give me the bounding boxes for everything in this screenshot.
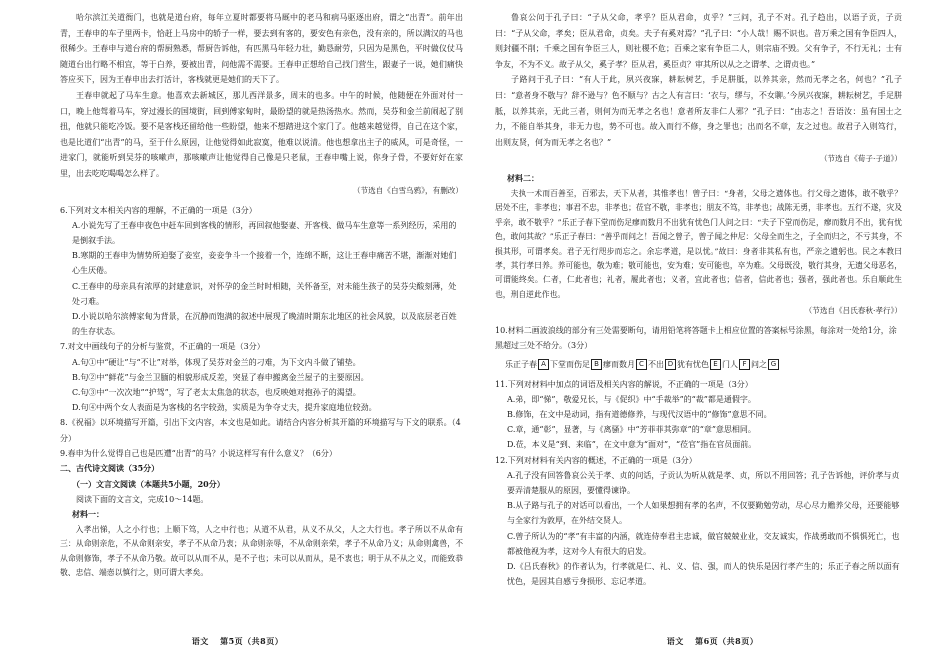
segment: 瘳而数月	[603, 359, 635, 369]
option-c: C.曾子所认为的“孝”有丰富的内涵，就连侍奉君主忠诚，做官兢兢业业，交友诚实，作战勇敢而不惧惧死亡，也都被他视为孝，这对今人有很大的启发。	[507, 531, 900, 556]
page-right	[475, 0, 950, 655]
break-box-e[interactable]: E	[710, 359, 721, 370]
option-c: C.句③中“一次次地”“护驾”，写了老太太焦急的状态，也反映她对抱孙子的渴望。	[72, 387, 361, 397]
option-c: C.章，通“彰”，显著，与《离骚》中“芳菲菲其弥章”的“章”意思相同。	[507, 425, 756, 435]
question-7	[60, 339, 463, 415]
option-a: A.弟，即“悌”，敬爱兄长，与《促织》中“手裁举”的“裁”都是通假字。	[507, 394, 756, 404]
footer-subject: 语文	[191, 636, 209, 646]
question-8: 8.《祝福》以环境描写开篇，引出下文内容，本文也是如此。请结合内容分析其开篇的环境描写与下文的联系。（4分）	[60, 418, 461, 443]
subsection-title: （一）文言文阅读（本题共5小题，20分）	[72, 478, 225, 489]
segment: 问之	[751, 359, 767, 369]
page-footer	[0, 636, 475, 647]
material-2-source: （节选自《吕氏春秋·孝行》）	[804, 306, 902, 316]
material-1-paragraph: 鲁哀公问于孔子曰：“子从父命，孝乎？臣从君命，贞乎？”三问，孔子不对。孔子趋出，以语子贡，子贡曰：“子从父命，孝矣；臣从君命，贞矣。夫子有奚对焉？”孔子曰：“小人哉！赐不识也。昔万乘之国有争臣四人，则封疆不削；千乘之国有争臣三人，则社稷不危；百乘之家有争臣二人，则宗庙不毁。父有争子，不行无礼；士有争友，不为不义。故子从父，奚子孝？臣从君，奚臣贞？审其所以从之之谓孝、之谓贞也。”	[495, 13, 902, 69]
passage-paragraph: 哈尔滨江关道衙门，也就是道台府，每年立夏时都要将马厩中的老马和病马驱逐出府，谓之“出青”。前年出青，王春申的车子里两卡，恰赶上马房中的轿子一样，要去到有客的，要安色有亲色，没有亲的，所以满汉的马也很稀少。王春申与道台府的帮厨熟悉，帮厨告诉他，有匹黑马年轻力壮，勤恳耐劳，只因为是黑色，平时做仪仗马随道台出行略不相宜，等于白养，要被出青，问他需不需要。王春申正想给自己找门营生，跟妻子一说，她们痛快答应买下，因为王春申出去打活计，客栈就更是她们的天下了。	[60, 13, 463, 85]
question-stem: 11.下列对材料中加点的词语及相关内容的解说，不正确的一项是（3分）	[495, 379, 753, 389]
material-1-source: （节选自《荀子·子道》）	[819, 154, 902, 164]
break-box-c[interactable]: C	[636, 359, 647, 370]
break-box-f[interactable]: F	[739, 359, 750, 370]
material-1-label: 材料一：	[72, 509, 104, 520]
option-b: B.修饰，在文中是动词，指有道德修养，与现代汉语中的“修饰”意思不同。	[507, 410, 772, 419]
question-9: 9.春申为什么觉得自己也是匹遭“出青”的马？小说这样写有什么意义？（6分）	[60, 448, 337, 458]
question-stem: 7.对文中画线句子的分析与鉴赏，不正确的一项是（3分）	[60, 342, 265, 352]
passage-source: （节选自《白雪乌鸦》，有删改）	[352, 185, 463, 195]
question-12	[495, 453, 902, 590]
story-passage	[60, 10, 463, 198]
option-d: D.莅，本义是“到、来临”，在文中意为“面对”，“莅官”指在官员面前。	[507, 440, 757, 450]
segment: 乐正子春	[505, 359, 537, 369]
passage-paragraph: 王春申就起了马车生意。他喜欢去新城区，那儿西洋景多，周末的也多。中午的时候，他随便在外面对付一口，晚上他驾着马车，穿过漫长的国境街，回到傅家甸时，最盼望的就是热汤热水。然而，吴芬和金兰前闹起了别扭，他就只能吃冷饭。要不是客栈还留给他一些盼望，他来不想踏进这个家门了。他越来越觉得，自己在这个家，也是比道们“出青”的马，至于什么原因，让他觉得如此寂寞，他难以说清。他也想拿出主子的威风，可是奇怪，一进家门，就能听到吴芬的咳嗽声，那咳嗽声让他觉得自己像是只老鼠，王春申嘴上说，你身子骨，不要好好在家里，出去吃吃喝喝怎么样了。	[60, 90, 463, 178]
question-stem: 6.下列对文本相关内容的理解，不正确的一项是（3分）	[60, 205, 257, 215]
option-b: B.寒期的王春申为情势所迫娶了妾室，妾妾争斗一个接着一个，连绵不断，这让王春申痛苦不堪，渐渐对她们心生厌倦。	[72, 251, 457, 276]
reading-instruction: 阅读下面的文言文，完成10～14题。	[76, 495, 209, 505]
segment: 门人	[722, 359, 738, 369]
material-1-text: 入孝出悌，人之小行也；上顺下笃，人之中行也；从道不从君，从义不从父，人之大行也。孝子所以不从命有三：从命则亲危，不从命则亲安，孝子不从命乃衷；从命则亲辱，不从命则亲荣，孝子不从命乃义；从命则禽兽，不从命则修饰，孝子不从命乃敬。故可以从而不从，是不子也；未可以从而从，是不衷也；明于从不从之义，而能致恭敬、忠信、端悫以慎行之，则可谓大孝矣。	[60, 524, 463, 578]
question-stem: 12.下列对材料有关内容的概述，不正确的一项是（3分）	[495, 455, 697, 465]
option-d: D.《吕氏春秋》的作者认为，行孝就是仁、礼、义、信、强，而人的快乐是因行孝产生的；乐正子春之所以面有忧色，是因其自感亏身损形、忘记孝道。	[507, 562, 900, 587]
footer-page-number: 第5页（共8页）	[220, 636, 284, 646]
material-2-text: 夫执一术而百善至，百邪去，天下从者，其惟孝也！曾子曰：“身者，父母之遗体也。行父母之遗体，敢不敬乎？居处不庄，非孝也；事君不忠，非孝也；莅官不敬，非孝也；朋友不笃，非孝也；战陈无勇，非孝也。五行不遂，灾及乎亲，敢不敬乎？”乐正子春下堂而伤足瘳而数月不出犹有忧色门人问之曰：“夫子下堂而伤足，瘳而数月不出，犹有忧色，敢问其故？”乐正子春曰：“善乎而问之！吾闻之曾子，曾子闻之仲尼：父母全而生之，子全而归之，不亏其身，不损其形，可谓孝矣。君子无行咫步而忘之。余忘孝道，是以忧。”故曰：身者非其私有也，严亲之遗躬也。民之本教曰孝，其行孝曰养。养可能也，敬为难；敬可能也，安为难；安可能也，卒为难。父母既没，敬行其身，无遗父母恶名，可谓能终矣。仁者，仁此者也；礼者，履此者也；义者，宜此者也；信者，信此者也；强者，强此者也。乐自顺此生也，刑自逆此作也。	[495, 188, 902, 299]
section-title: 二、古代诗文阅读（35分）	[60, 462, 160, 473]
option-d: D.句④中两个女人表面是为客栈的名字较劲，实质是为争夺丈夫，提升家庭地位较劲。	[72, 403, 377, 413]
break-box-a[interactable]: A	[538, 359, 549, 370]
segment: 下堂而伤足	[550, 359, 590, 369]
option-a: A.句①中“硬让”与“不让”对举，体现了吴芬对金兰的刁难，为下文内斗做了铺垫。	[72, 357, 361, 367]
option-a: A.孔子没有回答鲁哀公关于孝、贞的问话，子贡认为听从就是孝、贞，所以不用回答；孔子告诉他，评价孝与贞要弄清楚服从的原因，要懂得谏诤。	[507, 470, 900, 496]
break-box-b[interactable]: B	[591, 359, 602, 370]
footer-page-number: 第6页（共8页）	[695, 636, 759, 646]
break-box-d[interactable]: D	[665, 359, 676, 370]
segment: 不出	[648, 359, 664, 369]
question-stem: 10.材料二画波浪线的部分有三处需要断句，请用铅笔将答题卡上相应位置的答案标号涂黑，每涂对一处给1分，涂黑超过三处不给分。（3分）	[495, 326, 897, 351]
question-11	[495, 377, 902, 453]
question-6	[60, 203, 463, 340]
material-2-label: 材料二：	[507, 173, 539, 184]
segment: 犹有忧色	[677, 359, 709, 369]
option-d: D.小说以哈尔滨傅家甸为背景，在沉静而饱满的叙述中展现了晚清时期东北地区的社会风貌，以及底层老百姓的生存状态。	[72, 311, 457, 337]
footer-subject: 语文	[666, 636, 684, 646]
option-b: B.从子路与孔子的对话可以看出，一个人如果想拥有孝的名声，不仅要勤勉劳动，尽心尽力赡养父母，还要能够与全家行为敦厚，在外结交贤人。	[507, 501, 900, 526]
question-10	[495, 323, 902, 372]
break-box-g[interactable]: G	[768, 359, 779, 370]
material-1-paragraph: 子路问于孔子曰：“有人于此，夙兴夜寐，耕耘树艺，手足胼胝，以养其亲，然而无孝之名，何也？”孔子曰：“意者身不敬与？辞不逊与？色不顺与？古之人有言曰：‘衣与，缪与，不女聊。’今夙兴夜寐，耕耘树艺，手足胼胝，以养其亲，无此三者，则何为而无孝之名也！意者所友非仁人邪？”孔子曰：“由志之！吾语汝：虽有国士之力，不能自举其身，非无力也，势不可也。故入而行不修，身之罪也；出而名不章，友之过也。故君子入则笃行，出则友贤，何为而无孝之名也？”	[495, 75, 902, 147]
sentence-break-line	[505, 357, 902, 373]
option-b: B.句②中“鲜花”与金兰卫腼的相貌形成反差，突显了春申搬离金兰屋子的主要原因。	[72, 372, 369, 382]
option-c: C.王春申的母亲具有浓厚的封建意识，对怀孕的金兰时时相随，关怀备至，对未能生孩子的吴芬尖酸刻薄，处处刁难。	[72, 281, 457, 306]
page-footer	[475, 636, 950, 647]
option-a: A.小说先写了王春申夜色中赶车回到客栈的情形，再回叙他娶妻、开客栈、做马车生意等一系列经历，采用的是倒叙手法。	[72, 220, 457, 245]
